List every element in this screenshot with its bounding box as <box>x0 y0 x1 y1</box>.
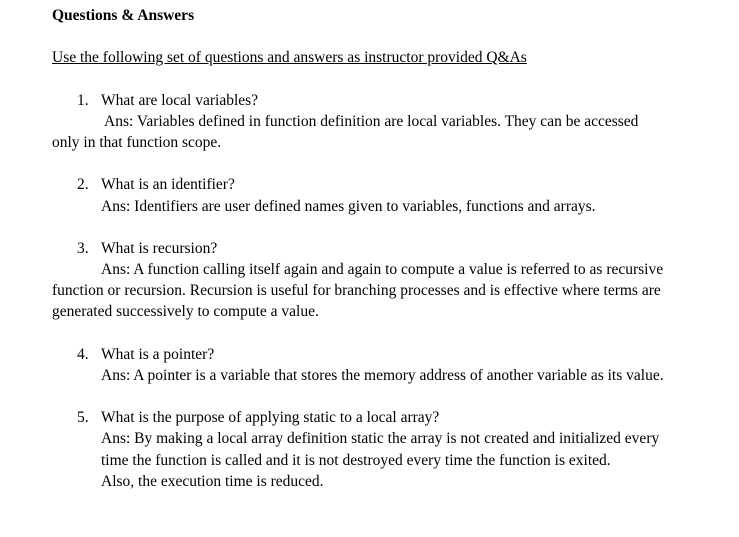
item-number: 4. <box>77 346 89 363</box>
document-title: Questions & Answers <box>52 7 195 24</box>
answer-line: Ans: A pointer is a variable that stores the memory address of another variable as its value. <box>101 367 664 384</box>
answer-line: Also, the execution time is reduced. <box>101 473 324 490</box>
answer-line: Ans: Variables defined in function definition are local variables. They can be accessed <box>104 113 639 130</box>
question-text: What is recursion? <box>101 240 218 257</box>
item-number: 1. <box>77 92 89 109</box>
answer-line: time the function is called and it is not destroyed every time the function is exited. <box>101 452 611 469</box>
question-text: What is a pointer? <box>101 346 215 363</box>
answer-line: only in that function scope. <box>52 134 222 151</box>
answer-line: Ans: A function calling itself again and again to compute a value is referred to as recursive <box>101 261 664 278</box>
answer-line: Ans: By making a local array definition static the array is not created and initialized every <box>101 430 660 447</box>
intro-text: Use the following set of questions and answers as instructor provided Q&As <box>52 49 527 66</box>
question-text: What is an identifier? <box>101 176 235 193</box>
item-number: 3. <box>77 240 89 257</box>
item-number: 5. <box>77 409 89 426</box>
answer-line: function or recursion. Recursion is useful for branching processes and is effective where terms are <box>52 282 661 299</box>
question-text: What is the purpose of applying static to a local array? <box>101 409 440 426</box>
item-number: 2. <box>77 176 89 193</box>
answer-line: Ans: Identifiers are user defined names given to variables, functions and arrays. <box>101 198 596 215</box>
question-text: What are local variables? <box>101 92 259 109</box>
answer-line: generated successively to compute a value. <box>52 303 319 320</box>
